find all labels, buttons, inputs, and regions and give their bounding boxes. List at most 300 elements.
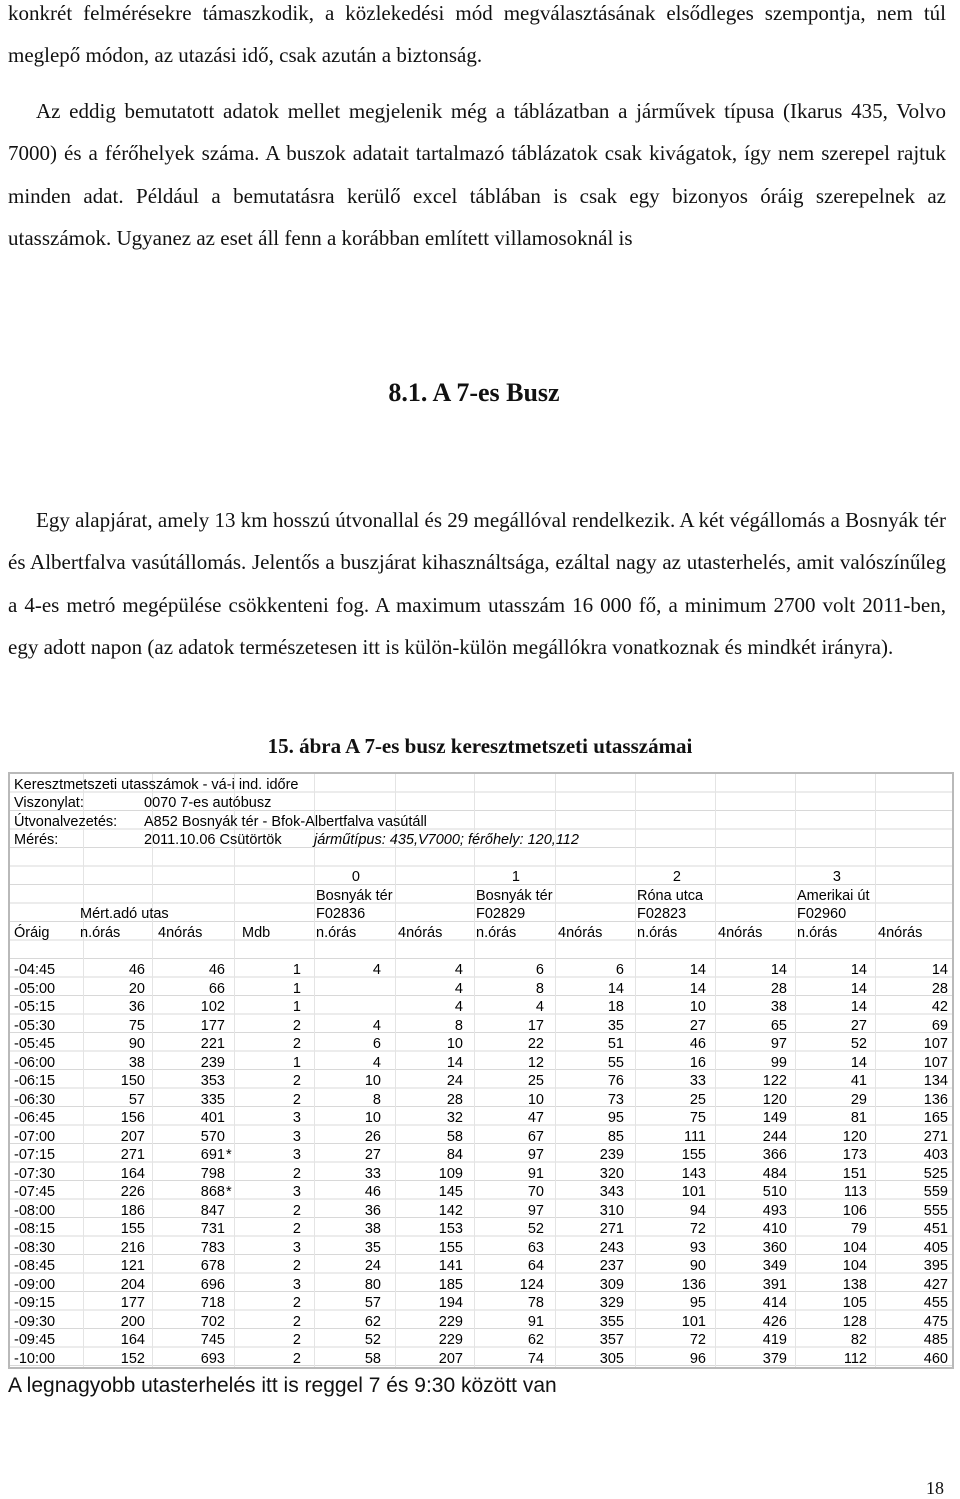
meres-label: Mérés:: [14, 832, 59, 848]
count-cell: 320: [599, 1165, 624, 1182]
count-cell: 33: [689, 1073, 706, 1089]
count-cell: 14: [446, 1054, 463, 1071]
count-cell: 14: [850, 962, 867, 978]
count-cell: 693: [200, 1350, 225, 1367]
count-cell: 75: [128, 1017, 145, 1034]
count-cell: 97: [770, 1036, 787, 1052]
data-description-paragraph: Az eddig bemutatott adatok mellet megjelenik még a táblázatban a járművek típusa (Ikarus 435, Volvo 7000) és a férőhelyek száma. A buszok adatait tartalmazó táblázatok csak kivágatok, így nem szerepel rajtuk minden adat. Például a bemutatásra kerülő excel táblában is csak egy bizonyos óráig szerepelnek az utasszámok. Ugyanez az eset áll fenn a korábban említett villamosoknál is: [8, 99, 946, 251]
count-cell: 678: [200, 1258, 225, 1274]
time-cell: -08:00: [14, 1202, 56, 1219]
count-cell: 8: [454, 1017, 463, 1034]
stop-code: F02960: [797, 906, 847, 922]
count-cell: 107: [923, 1036, 948, 1052]
count-cell: 121: [120, 1258, 145, 1274]
table-row: [10, 1128, 952, 1147]
time-cell: -07:15: [14, 1147, 56, 1163]
count-cell: 78: [527, 1295, 544, 1311]
count-cell: 81: [850, 1110, 867, 1126]
count-cell: 366: [762, 1147, 787, 1163]
count-cell: 35: [364, 1239, 381, 1256]
count-cell: 52: [364, 1332, 381, 1348]
count-cell: 239: [200, 1054, 225, 1071]
count-cell: 150: [120, 1073, 145, 1089]
table-row: [10, 1035, 952, 1054]
count-cell: 14: [850, 980, 867, 997]
section-heading: [0, 378, 960, 408]
count-cell: 75: [689, 1110, 706, 1126]
count-cell: 2: [292, 1313, 301, 1330]
utvonal-label: Útvonalvezetés:: [14, 814, 118, 830]
count-cell: 868: [200, 1184, 225, 1200]
count-cell: 109: [438, 1165, 463, 1182]
marker-cell: *: [226, 1147, 232, 1163]
count-cell: 207: [438, 1350, 463, 1367]
count-cell: 76: [607, 1073, 624, 1089]
time-cell: -08:15: [14, 1221, 56, 1237]
table-row: [10, 998, 952, 1017]
time-cell: -09:45: [14, 1332, 56, 1348]
count-cell: 63: [527, 1239, 544, 1256]
count-cell: 783: [200, 1239, 225, 1256]
count-cell: 525: [923, 1165, 948, 1182]
stop-name: Amerikai út: [797, 888, 870, 904]
count-cell: 427: [923, 1276, 948, 1293]
table-row: [10, 1331, 952, 1350]
table-row: [10, 1165, 952, 1184]
count-cell: 847: [200, 1202, 225, 1219]
count-cell: 74: [527, 1350, 544, 1367]
count-cell: 155: [438, 1239, 463, 1256]
stop-code: F02823: [637, 906, 687, 922]
count-cell: 1: [292, 999, 301, 1015]
count-cell: 106: [842, 1202, 867, 1219]
count-cell: 62: [364, 1313, 381, 1330]
time-cell: -05:45: [14, 1036, 56, 1052]
count-cell: 419: [762, 1332, 787, 1348]
time-cell: -08:30: [14, 1239, 56, 1256]
count-cell: 151: [842, 1165, 867, 1182]
count-cell: 177: [200, 1017, 225, 1034]
count-cell: 696: [200, 1276, 225, 1293]
count-cell: 3: [292, 1184, 301, 1200]
meres-value: 2011.10.06 Csütörtök: [144, 832, 282, 848]
time-cell: -07:00: [14, 1128, 56, 1145]
count-cell: 14: [607, 980, 624, 997]
count-cell: 57: [128, 1091, 145, 1108]
count-cell: 1: [292, 1054, 301, 1071]
count-cell: 25: [689, 1091, 706, 1108]
count-cell: 426: [762, 1313, 787, 1330]
column-header: Mdb: [242, 925, 271, 941]
count-cell: 101: [681, 1313, 706, 1330]
count-cell: 309: [599, 1276, 624, 1293]
count-cell: 2: [292, 1073, 301, 1089]
column-header: 4nórás: [398, 925, 443, 941]
column-header: n.órás: [316, 925, 357, 941]
column-header: 4nórás: [878, 925, 923, 941]
count-cell: 29: [850, 1091, 867, 1108]
intro-paragraph: konkrét felmérésekre támaszkodik, a közlekedési mód megválasztásának elsődleges szempontja, nem túl meglepő módon, az utazási idő, csak azután a biztonság.: [8, 1, 946, 68]
stop-name: Bosnyák tér: [316, 888, 393, 904]
count-cell: 204: [120, 1276, 145, 1293]
count-cell: 10: [364, 1110, 381, 1126]
count-cell: 244: [762, 1128, 787, 1145]
count-cell: 111: [683, 1128, 706, 1145]
time-cell: -06:45: [14, 1110, 56, 1126]
count-cell: 216: [120, 1239, 145, 1256]
count-cell: 555: [923, 1202, 948, 1219]
count-cell: 745: [200, 1332, 225, 1348]
count-cell: 2: [292, 1258, 301, 1274]
count-cell: 107: [923, 1054, 948, 1071]
time-cell: -05:15: [14, 999, 56, 1015]
time-cell: -06:30: [14, 1091, 56, 1108]
count-cell: 102: [200, 999, 225, 1015]
count-cell: 3: [292, 1128, 301, 1145]
table-row: [10, 1294, 952, 1313]
stop-index: 0: [351, 869, 360, 885]
passenger-count-spreadsheet: [8, 772, 954, 1369]
count-cell: 27: [689, 1017, 706, 1034]
count-cell: 72: [689, 1332, 706, 1348]
count-cell: 165: [923, 1110, 948, 1126]
conclusion-text: A legnagyobb utasterhelés itt is reggel 7 és 9:30 között van: [8, 1374, 557, 1397]
table-row: [10, 980, 952, 999]
count-cell: 104: [842, 1258, 867, 1274]
count-cell: 94: [689, 1202, 706, 1219]
count-cell: 120: [762, 1091, 787, 1108]
count-cell: 155: [681, 1147, 706, 1163]
figure-caption-text: 15. ábra A 7-es busz keresztmetszeti utasszámai: [267, 734, 693, 758]
count-cell: 38: [364, 1221, 381, 1237]
count-cell: 69: [931, 1017, 948, 1034]
time-cell: -09:00: [14, 1276, 56, 1293]
table-row: [10, 1183, 952, 1202]
table-row: [10, 1276, 952, 1295]
column-header: n.órás: [476, 925, 517, 941]
count-cell: 96: [689, 1350, 706, 1367]
count-cell: 4: [372, 962, 381, 978]
count-cell: 138: [842, 1276, 867, 1293]
column-header: n.órás: [797, 925, 838, 941]
count-cell: 46: [208, 962, 225, 978]
count-cell: 46: [364, 1184, 381, 1200]
count-cell: 79: [850, 1221, 867, 1237]
count-cell: 142: [438, 1202, 463, 1219]
count-cell: 14: [770, 962, 787, 978]
count-cell: 24: [446, 1073, 463, 1089]
column-header: n.órás: [80, 925, 121, 941]
count-cell: 2: [292, 1165, 301, 1182]
count-cell: 27: [364, 1147, 381, 1163]
count-cell: 55: [607, 1054, 624, 1071]
stop-name: Bosnyák tér: [476, 888, 553, 904]
stop-index: 3: [832, 869, 841, 885]
count-cell: 1: [292, 980, 301, 997]
time-cell: -09:15: [14, 1295, 56, 1311]
count-cell: 239: [599, 1147, 624, 1163]
count-cell: 355: [599, 1313, 624, 1330]
count-cell: 41: [850, 1073, 867, 1089]
count-cell: 134: [923, 1073, 948, 1089]
count-cell: 271: [599, 1221, 624, 1237]
count-cell: 1: [292, 962, 301, 978]
page-number: 18: [926, 1478, 944, 1498]
count-cell: 124: [519, 1276, 544, 1293]
table-row: [10, 1202, 952, 1221]
count-cell: 3: [292, 1110, 301, 1126]
stop-code: F02836: [316, 906, 366, 922]
count-cell: 62: [527, 1332, 544, 1348]
count-cell: 91: [527, 1165, 544, 1182]
count-cell: 6: [615, 962, 624, 978]
count-cell: 120: [842, 1128, 867, 1145]
count-cell: 51: [607, 1036, 624, 1052]
count-cell: 136: [681, 1276, 706, 1293]
count-cell: 57: [364, 1295, 381, 1311]
count-cell: 46: [128, 962, 145, 978]
table-row: [10, 1146, 952, 1165]
count-cell: 691: [200, 1147, 225, 1163]
time-cell: -10:00: [14, 1350, 56, 1367]
count-cell: 72: [689, 1221, 706, 1237]
count-cell: 164: [120, 1332, 145, 1348]
count-cell: 343: [599, 1184, 624, 1200]
table-row: [10, 1220, 952, 1239]
passenger-table-body: [10, 961, 952, 1368]
count-cell: 14: [689, 980, 706, 997]
stop-index: 2: [672, 869, 681, 885]
count-cell: 36: [128, 999, 145, 1015]
table-row: [10, 1257, 952, 1276]
count-cell: 194: [438, 1295, 463, 1311]
count-cell: 153: [438, 1221, 463, 1237]
count-cell: 414: [762, 1295, 787, 1311]
count-cell: 28: [931, 980, 948, 997]
count-cell: 149: [762, 1110, 787, 1126]
count-cell: 38: [128, 1054, 145, 1071]
count-cell: 2: [292, 1036, 301, 1052]
count-cell: 2: [292, 1332, 301, 1348]
count-cell: 207: [120, 1128, 145, 1145]
count-cell: 460: [923, 1350, 948, 1367]
count-cell: 493: [762, 1202, 787, 1219]
count-cell: 455: [923, 1295, 948, 1311]
count-cell: 17: [527, 1017, 544, 1034]
count-cell: 2: [292, 1202, 301, 1219]
vehicle-type-info: járműtípus: 435,V7000; férőhely: 120,112: [314, 832, 579, 848]
count-cell: 95: [607, 1110, 624, 1126]
count-cell: 91: [527, 1313, 544, 1330]
count-cell: 20: [128, 980, 145, 997]
count-cell: 3: [292, 1147, 301, 1163]
count-cell: 95: [689, 1295, 706, 1311]
table-row: [10, 1109, 952, 1128]
figure-caption: [0, 734, 960, 759]
count-cell: 101: [681, 1184, 706, 1200]
count-cell: 229: [438, 1313, 463, 1330]
count-cell: 155: [120, 1221, 145, 1237]
count-cell: 128: [842, 1313, 867, 1330]
count-cell: 93: [689, 1239, 706, 1256]
count-cell: 4: [454, 962, 463, 978]
count-cell: 2: [292, 1221, 301, 1237]
count-cell: 22: [527, 1036, 544, 1052]
count-cell: 14: [931, 962, 948, 978]
count-cell: 3: [292, 1239, 301, 1256]
count-cell: 2: [292, 1295, 301, 1311]
count-cell: 329: [599, 1295, 624, 1311]
count-cell: 484: [762, 1165, 787, 1182]
count-cell: 10: [364, 1073, 381, 1089]
count-cell: 99: [770, 1054, 787, 1071]
count-cell: 510: [762, 1184, 787, 1200]
count-cell: 84: [446, 1147, 463, 1163]
count-cell: 73: [607, 1091, 624, 1108]
time-cell: -07:30: [14, 1165, 56, 1182]
count-cell: 145: [438, 1184, 463, 1200]
count-cell: 12: [527, 1054, 544, 1071]
time-cell: -06:00: [14, 1054, 56, 1071]
count-cell: 185: [438, 1276, 463, 1293]
count-cell: 141: [438, 1258, 463, 1274]
count-cell: 229: [438, 1332, 463, 1348]
count-cell: 66: [208, 980, 225, 997]
count-cell: 731: [200, 1221, 225, 1237]
utvonal-value: A852 Bosnyák tér - Bfok-Albertfalva vasútáll: [144, 814, 427, 830]
count-cell: 33: [364, 1165, 381, 1182]
count-cell: 105: [842, 1295, 867, 1311]
count-cell: 27: [850, 1017, 867, 1034]
stop-index: 1: [511, 869, 520, 885]
count-cell: 2: [292, 1091, 301, 1108]
count-cell: 4: [454, 980, 463, 997]
column-header: 4nórás: [158, 925, 203, 941]
count-cell: 798: [200, 1165, 225, 1182]
count-cell: 177: [120, 1295, 145, 1311]
count-cell: 559: [923, 1184, 948, 1200]
time-cell: -09:30: [14, 1313, 56, 1330]
count-cell: 104: [842, 1239, 867, 1256]
count-cell: 28: [770, 980, 787, 997]
count-cell: 143: [681, 1165, 706, 1182]
count-cell: 42: [931, 999, 948, 1015]
count-cell: 36: [364, 1202, 381, 1219]
count-cell: 10: [446, 1036, 463, 1052]
column-header: 4nórás: [718, 925, 763, 941]
count-cell: 25: [527, 1073, 544, 1089]
count-cell: 349: [762, 1258, 787, 1274]
table-row: [10, 1313, 952, 1332]
count-cell: 26: [364, 1128, 381, 1145]
count-cell: 360: [762, 1239, 787, 1256]
sheet-title: Keresztmetszeti utasszámok - vá-i ind. időre: [14, 777, 299, 793]
count-cell: 6: [535, 962, 544, 978]
count-cell: 271: [120, 1147, 145, 1163]
count-cell: 226: [120, 1184, 145, 1200]
count-cell: 4: [454, 999, 463, 1015]
stop-name: Róna utca: [637, 888, 704, 904]
count-cell: 152: [120, 1350, 145, 1367]
count-cell: 97: [527, 1202, 544, 1219]
table-row: [10, 1072, 952, 1091]
count-cell: 395: [923, 1258, 948, 1274]
count-cell: 243: [599, 1239, 624, 1256]
time-cell: -04:45: [14, 962, 56, 978]
time-cell: -05:30: [14, 1017, 56, 1034]
count-cell: 70: [527, 1184, 544, 1200]
count-cell: 58: [446, 1128, 463, 1145]
count-cell: 379: [762, 1350, 787, 1367]
count-cell: 8: [535, 980, 544, 997]
count-cell: 32: [446, 1110, 463, 1126]
count-cell: 4: [535, 999, 544, 1015]
count-cell: 90: [128, 1036, 145, 1052]
count-cell: 90: [689, 1258, 706, 1274]
count-cell: 112: [843, 1350, 867, 1367]
time-cell: -07:45: [14, 1184, 56, 1200]
count-cell: 173: [842, 1147, 867, 1163]
column-header: Óráig: [14, 925, 50, 941]
count-cell: 14: [850, 999, 867, 1015]
count-cell: 410: [762, 1221, 787, 1237]
time-cell: -06:15: [14, 1073, 56, 1089]
count-cell: 136: [923, 1091, 948, 1108]
count-cell: 58: [364, 1350, 381, 1367]
table-row: [10, 1350, 952, 1369]
marker-cell: *: [226, 1184, 232, 1200]
count-cell: 18: [607, 999, 624, 1015]
column-header: n.órás: [637, 925, 678, 941]
count-cell: 401: [200, 1110, 225, 1126]
count-cell: 97: [527, 1147, 544, 1163]
table-row: [10, 1017, 952, 1036]
count-cell: 14: [689, 962, 706, 978]
count-cell: 305: [599, 1350, 624, 1367]
table-row: [10, 961, 952, 980]
count-cell: 475: [923, 1313, 948, 1330]
count-cell: 14: [850, 1054, 867, 1071]
count-cell: 122: [762, 1073, 787, 1089]
count-cell: 16: [689, 1054, 706, 1071]
count-cell: 10: [689, 999, 706, 1015]
table-row: [10, 1239, 952, 1258]
count-cell: 113: [843, 1184, 867, 1200]
count-cell: 271: [923, 1128, 948, 1145]
section-heading-text: 8.1. A 7-es Busz: [388, 378, 560, 407]
count-cell: 6: [372, 1036, 381, 1052]
count-cell: 65: [770, 1017, 787, 1034]
time-cell: -08:45: [14, 1258, 56, 1274]
count-cell: 718: [200, 1295, 225, 1311]
column-header: 4nórás: [558, 925, 603, 941]
count-cell: 353: [200, 1073, 225, 1089]
count-cell: 451: [923, 1221, 948, 1237]
count-cell: 8: [372, 1091, 381, 1108]
count-cell: 67: [527, 1128, 544, 1145]
viszonylat-value: 0070 7-es autóbusz: [144, 795, 272, 811]
count-cell: 485: [923, 1332, 948, 1348]
count-cell: 4: [372, 1017, 381, 1034]
count-cell: 310: [599, 1202, 624, 1219]
count-cell: 2: [292, 1017, 301, 1034]
count-cell: 357: [599, 1332, 624, 1348]
count-cell: 80: [364, 1276, 381, 1293]
time-cell: -05:00: [14, 980, 56, 997]
viszonylat-label: Viszonylat:: [14, 795, 84, 811]
count-cell: 702: [200, 1313, 225, 1330]
count-cell: 52: [850, 1036, 867, 1052]
